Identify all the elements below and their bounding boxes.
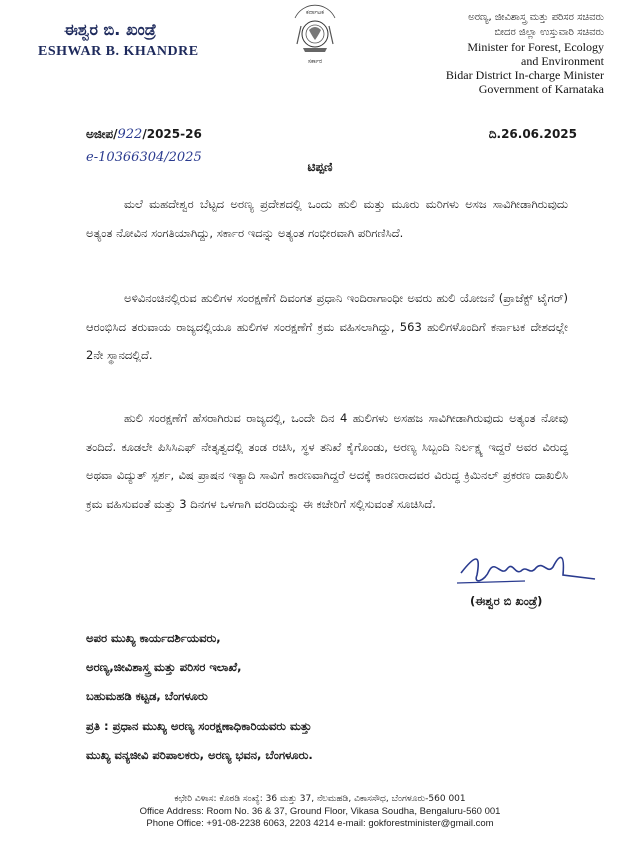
paragraph-1	[86, 190, 568, 247]
designation-kn-line-1: ಅರಣ್ಯ, ಜೀವಿಶಾಸ್ತ್ರ ಮತ್ತು ಪರಿಸರ ಸಚಿವರು	[468, 12, 604, 23]
emblem-text-bottom: ಸರ್ಕಾರ	[307, 58, 323, 65]
handwritten-signature	[455, 545, 605, 590]
addressee-block	[86, 624, 242, 711]
designation-en-line-4: Government of Karnataka	[478, 82, 604, 96]
footer-phone: Phone Office: +91-08-2238 6063, 2203 4214 e-mail: gokforestminister@gmail.com	[146, 818, 494, 829]
reference-suffix: /2025-26	[142, 127, 202, 141]
copy-to-line: ಪ್ರತಿ : ಪ್ರಧಾನ ಮುಖ್ಯ ಅರಣ್ಯ ಸಂರಕ್ಷಣಾಧಿಕಾರಿಯವರು ಮತ್ತು	[86, 719, 312, 733]
copy-to-block	[86, 712, 313, 770]
addressee-line: ಅಪರ ಮುಖ್ಯ ಕಾರ್ಯದರ್ಶಿಯವರು,	[86, 631, 221, 645]
reference-prefix: ಅಜೀಪ/	[86, 127, 118, 141]
reference-handwritten-number: 922	[117, 127, 143, 142]
footer-address-english: Office Address: Room No. 36 & 37, Ground Floor, Vikasa Soudha, Bengaluru-560 001	[139, 805, 501, 817]
reference-number	[86, 127, 202, 142]
signatory-name: (ಈಶ್ವರ ಬಿ ಖಂಡ್ರೆ)	[470, 594, 543, 608]
copy-to-line: ಮುಖ್ಯ ವನ್ಯಜೀವಿ ಪರಿಪಾಲಕರು, ಅರಣ್ಯ ಭವನ, ಬೆಂಗಳೂರು.	[86, 748, 313, 762]
designation-kn-line-2: ಬೀದರ ಜಿಲ್ಲಾ ಉಸ್ತುವಾರಿ ಸಚಿವರು	[494, 27, 604, 38]
footer-address-kannada: ಕಛೇರಿ ವಿಳಾಸ: ಕೊಠಡಿ ಸಂಖ್ಯೆ: 36 ಮತ್ತು 37, ನೆಲಮಹಡಿ, ವಿಕಾಸಸೌಧ, ಬೆಂಗಳೂರು-560 001	[174, 794, 466, 804]
paragraph-text: ಹುಲಿ ಸಂರಕ್ಷಣೆಗೆ ಹೆಸರಾಗಿರುವ ರಾಜ್ಯದಲ್ಲಿ, ಒಂದೇ ದಿನ 4 ಹುಲಿಗಳು ಅಸಹಜ ಸಾವಿಗೀಡಾಗಿರುವುದು ಅತ್ಯಂತ ನೋವು ತಂದಿದೆ. ಕೂಡಲೇ ಪಿಸಿಸಿಎಫ್ ನೇತೃತ್ವದಲ್ಲಿ ತಂಡ ರಚಿಸಿ, ಸ್ಥಳ ತನಿಖೆ ಕೈಗೊಂಡು, ಅರಣ್ಯ ಸಿಬ್ಬಂದಿ ನಿರ್ಲಕ್ಷ್ಯ ಇದ್ದರೆ ಅವರ ವಿರುದ್ಧ ಅಥವಾ ವಿದ್ಯುತ್ ಸ್ಪರ್ಶ, ವಿಷ ಪ್ರಾಷನ ಇತ್ಯಾದಿ ಸಾವಿಗೆ ಕಾರಣವಾಗಿದ್ದರೆ ಅದಕ್ಕೆ ಕಾರಣರಾದವರ ವಿರುದ್ಧ ಕ್ರಿಮಿನಲ್ ಪ್ರಕರಣ ದಾಖಲಿಸಿ ಕ್ರಮ ವಹಿಸುವಂತೆ ಮತ್ತು 3 ದಿನಗಳ ಒಳಗಾಗಿ ವರದಿಯನ್ನು ಈ ಕಚೇರಿಗೆ ಸಲ್ಲಿಸುವಂತೆ ಸೂಚಿಸಿದೆ.	[86, 411, 568, 511]
addressee-line: ಅರಣ್ಯ,ಜೀವಿಶಾಸ್ತ್ರ ಮತ್ತು ಪರಿಸರ ಇಲಾಖೆ,	[86, 660, 242, 674]
inward-number: e-10366304/2025	[86, 150, 202, 165]
paragraph-3	[86, 404, 568, 518]
letter-date: ದಿ.26.06.2025	[488, 127, 577, 141]
designation-en-line-2: and Environment	[521, 54, 604, 68]
paragraph-text: ಅಳಿವಿನಂಚಿನಲ್ಲಿರುವ ಹುಲಿಗಳ ಸಂರಕ್ಷಣೆಗೆ ದಿವಂಗತ ಪ್ರಧಾನಿ ಇಂದಿರಾಗಾಂಧೀ ಅವರು ಹುಲಿ ಯೋಜನೆ (ಪ್ರಾಜೆಕ್ಟ್ ಟೈಗರ್) ಆರಂಭಿಸಿದ ತರುವಾಯ ರಾಜ್ಯದಲ್ಲಿಯೂ ಹುಲಿಗಳ ಸಂರಕ್ಷಣೆಗೆ ಕ್ರಮ ವಹಿಸಲಾಗಿದ್ದು, 563 ಹುಲಿಗಳೊಂದಿಗೆ ಕರ್ನಾಟಕ ದೇಶದಲ್ಲೇ 2ನೇ ಸ್ಥಾನದಲ್ಲಿದೆ.	[86, 291, 568, 362]
designation-en-line-1: Minister for Forest, Ecology	[467, 40, 604, 54]
designation-en-line-3: Bidar District In-charge Minister	[445, 68, 604, 82]
emblem-text-top: ಕರ್ನಾಟಕ	[306, 9, 324, 16]
designation-block	[446, 10, 604, 96]
addressee-line: ಬಹುಮಹಡಿ ಕಟ್ಟಡ, ಬೆಂಗಳೂರು	[86, 689, 208, 703]
subject-heading: ಟಿಪ್ಪಣಿ	[307, 160, 333, 174]
footer	[0, 793, 640, 831]
karnataka-emblem-icon	[287, 4, 343, 66]
minister-name-english: ESHWAR B. KHANDRE	[38, 44, 199, 59]
paragraph-text: ಮಲೆ ಮಹದೇಶ್ವರ ಬೆಟ್ಟದ ಅರಣ್ಯ ಪ್ರದೇಶದಲ್ಲಿ ಒಂದು ಹುಲಿ ಮತ್ತು ಮೂರು ಮರಿಗಳು ಅಸಜ ಸಾವಿಗೀಡಾಗಿರುವುದು ಅತ್ಯಂತ ನೋವಿನ ಸಂಗತಿಯಾಗಿದ್ದು, ಸರ್ಕಾರ ಇದನ್ನು ಅತ್ಯಂತ ಗಂಭೀರವಾಗಿ ಪರಿಗಣಿಸಿದೆ.	[86, 197, 568, 240]
paragraph-2	[86, 284, 568, 370]
minister-name-kannada: ಈಶ್ವರ ಬಿ. ಖಂಡ್ರೆ	[64, 20, 157, 39]
